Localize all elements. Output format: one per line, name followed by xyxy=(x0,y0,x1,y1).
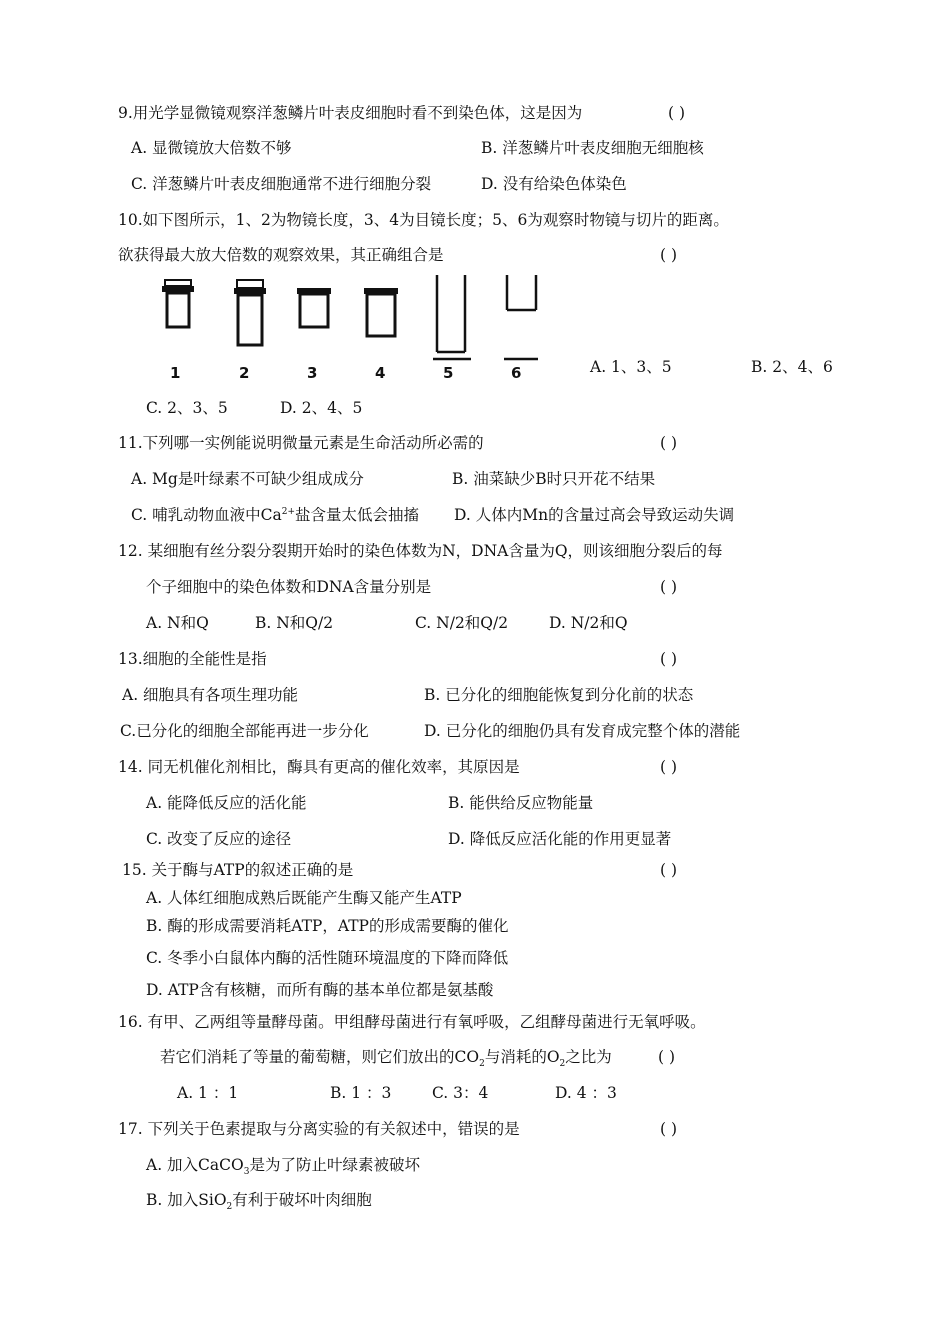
q11-answer-paren: ( ) xyxy=(660,434,678,452)
q11-stem: 11.下列哪一实例能说明微量元素是生命活动所必需的 xyxy=(118,434,484,452)
q17-option-a: A. 加入CaCO$_3$是为了防止叶绿素被破坏 xyxy=(146,1156,420,1178)
q15-option-c: C. 冬季小白鼠体内酶的活性随环境温度的下降而降低 xyxy=(146,949,509,967)
q14-option-b: B. 能供给反应物能量 xyxy=(448,794,594,812)
q10-option-a: A. 1、3、5 xyxy=(590,358,672,376)
q12-option-b: B. N和Q/2 xyxy=(255,614,334,632)
q17-option-b: B. 加入SiO$_2$有利于破坏叶肉细胞 xyxy=(146,1191,372,1213)
q11-option-c: C. 哺乳动物血液中$Ca^{2+}$盐含量太低会抽搐 xyxy=(131,506,420,524)
eyepiece-short-lens xyxy=(297,288,331,327)
q15-option-a: A. 人体红细胞成熟后既能产生酶又能产生ATP xyxy=(146,889,462,907)
q12-stem-line1: 12. 某细胞有丝分裂分裂期开始时的染色体数为N，DNA含量为Q，则该细胞分裂后的每 xyxy=(118,542,723,560)
q11-option-d: D. 人体内Mn的含量过高会导致运动失调 xyxy=(454,506,735,524)
q10-stem-line2: 欲获得最大放大倍数的观察效果，其正确组合是 xyxy=(118,246,444,264)
objective-short-lens xyxy=(162,280,194,327)
q16-option-a: A. 1 ：1 xyxy=(177,1084,239,1102)
q16-stem-line2: 若它们消耗了等量的葡萄糖，则它们放出的$CO_2$与消耗的$O_2$之比为 xyxy=(160,1048,612,1070)
q13-option-d: D. 已分化的细胞仍具有发育成完整个体的潜能 xyxy=(424,722,741,740)
q12-answer-paren: ( ) xyxy=(660,578,678,596)
q12-option-d: D. N/2和Q xyxy=(549,614,628,632)
q15-option-b: B. 酶的形成需要消耗ATP，ATP的形成需要酶的催化 xyxy=(146,917,509,935)
q17-answer-paren: ( ) xyxy=(660,1120,678,1138)
lens-label-3: 3 xyxy=(307,364,318,382)
q10-option-b: B. 2、4、6 xyxy=(751,358,833,376)
lens-label-5: 5 xyxy=(443,364,454,382)
q11-option-b: B. 油菜缺少B时只开花不结果 xyxy=(452,470,656,488)
q9-answer-paren: ( ) xyxy=(668,104,686,122)
lens-label-4: 4 xyxy=(375,364,386,382)
lens-label-6: 6 xyxy=(511,364,522,382)
q16-option-c: C. 3：4 xyxy=(432,1084,489,1102)
q16-option-b: B. 1 ：3 xyxy=(330,1084,392,1102)
q12-option-c: C. N/2和Q/2 xyxy=(415,614,509,632)
q9-option-c: C. 洋葱鳞片叶表皮细胞通常不进行细胞分裂 xyxy=(131,175,432,193)
q14-option-d: D. 降低反应活化能的作用更显著 xyxy=(448,830,672,848)
q14-option-a: A. 能降低反应的活化能 xyxy=(146,794,307,812)
q16-stem-line1: 16. 有甲、乙两组等量酵母菌。甲组酵母菌进行有氧呼吸，乙组酵母菌进行无氧呼吸。 xyxy=(118,1013,706,1031)
q9-stem: 9.用光学显微镜观察洋葱鳞片叶表皮细胞时看不到染色体，这是因为 xyxy=(118,104,583,122)
objective-long-lens xyxy=(234,280,266,345)
q12-stem-line2: 个子细胞中的染色体数和DNA含量分别是 xyxy=(146,578,432,596)
lens-label-2: 2 xyxy=(239,364,250,382)
lens-label-1: 1 xyxy=(170,364,181,382)
q13-stem: 13.细胞的全能性是指 xyxy=(118,650,267,668)
distance-far-diagram xyxy=(433,275,471,359)
q10-option-d: D. 2、4、5 xyxy=(280,399,363,417)
q12-option-a: A. N和Q xyxy=(146,614,209,632)
q10-stem-line1: 10.如下图所示，1、2为物镜长度，3、4为目镜长度；5、6为观察时物镜与切片的距离。 xyxy=(118,211,729,229)
q10-option-c: C. 2、3、5 xyxy=(146,399,228,417)
q16-option-d: D. 4 ：3 xyxy=(555,1084,617,1102)
q13-option-a: A. 细胞具有各项生理功能 xyxy=(122,686,299,704)
q17-stem: 17. 下列关于色素提取与分离实验的有关叙述中，错误的是 xyxy=(118,1120,520,1138)
q14-stem: 14. 同无机催化剂相比，酶具有更高的催化效率，其原因是 xyxy=(118,758,520,776)
q9-option-a: A. 显微镜放大倍数不够 xyxy=(131,139,292,157)
q14-answer-paren: ( ) xyxy=(660,758,678,776)
q10-answer-paren: ( ) xyxy=(660,246,678,264)
q13-option-b: B. 已分化的细胞能恢复到分化前的状态 xyxy=(424,686,694,704)
q9-option-b: B. 洋葱鳞片叶表皮细胞无细胞核 xyxy=(481,139,704,157)
q13-answer-paren: ( ) xyxy=(660,650,678,668)
q9-option-d: D. 没有给染色体染色 xyxy=(481,175,627,193)
q13-option-c: C.已分化的细胞全部能再进一步分化 xyxy=(120,722,369,740)
q11-option-a: A. Mg是叶绿素不可缺少组成成分 xyxy=(131,470,364,488)
eyepiece-long-lens xyxy=(364,288,398,336)
q16-answer-paren: ( ) xyxy=(658,1048,676,1066)
q15-option-d: D. ATP含有核糖，而所有酶的基本单位都是氨基酸 xyxy=(146,981,494,999)
q15-answer-paren: ( ) xyxy=(660,861,678,879)
q15-stem: 15. 关于酶与ATP的叙述正确的是 xyxy=(122,861,354,879)
q14-option-c: C. 改变了反应的途径 xyxy=(146,830,292,848)
distance-near-diagram xyxy=(504,275,538,359)
lens-figure xyxy=(150,270,550,385)
